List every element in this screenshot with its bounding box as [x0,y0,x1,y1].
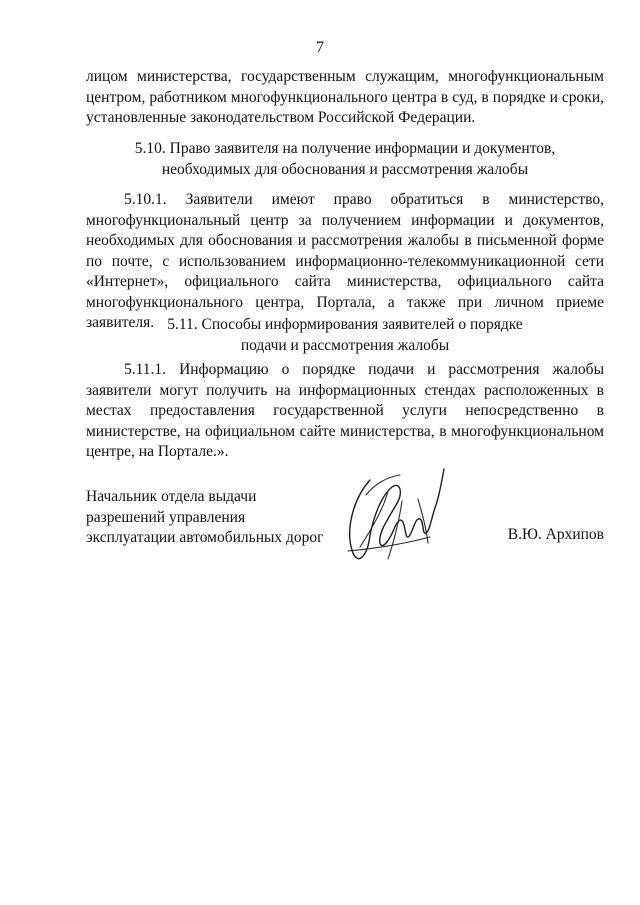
signatory-title-line2: разрешений управления [86,508,246,526]
section-heading-5-10-line1: 5.10. Право заявителя на получение информации и документов, [134,140,556,157]
signatory-name: В.Ю. Архипов [507,526,604,543]
section-heading-5-10-line2: необходимых для обоснования и рассмотрения жалобы [161,160,529,178]
handwritten-signature [330,455,460,575]
section-heading-5-10 [86,139,604,180]
signatory-title [86,487,346,549]
section-heading-5-11-line2: подачи и рассмотрения жалобы [240,336,450,354]
section-heading-5-11-line1: 5.11. Способы информирования заявителей о порядке [167,316,523,333]
paragraph-5-11-1: 5.11.1. Информацию о порядке подачи и рассмотрения жалобы заявители могут получить на информационных стендах расположенных в местах предоставления государственной услуги непосредственно в министерстве, на официальном сайте министерства, в многофункциональном центре, на Портале.». [86,361,604,460]
signatory-title-line1: Начальник отдела выдачи [86,488,257,505]
paragraph-5-10-1: 5.10.1. Заявители имеют право обратиться в министерство, многофункциональный центр за получением информации и документов, необходимых для обоснования и рассмотрения жалобы в письменной форме по почте, с использованием информационно-телекоммуникационной сети «Интернет», официального сайта министерства, официального сайта многофункционального центра, Портала, а также при личном приеме заявителя. [86,191,604,331]
paragraph-continuation: лицом министерства, государственным служащим, многофункциональным центром, работником многофункционального центра в суд, в порядке и сроки, установленные законодательством Российской Федерации. [86,68,604,126]
section-heading-5-11 [86,315,604,356]
signatory-title-line3: эксплуатации автомобильных дорог [86,529,324,546]
page-number: 7 [316,39,324,56]
